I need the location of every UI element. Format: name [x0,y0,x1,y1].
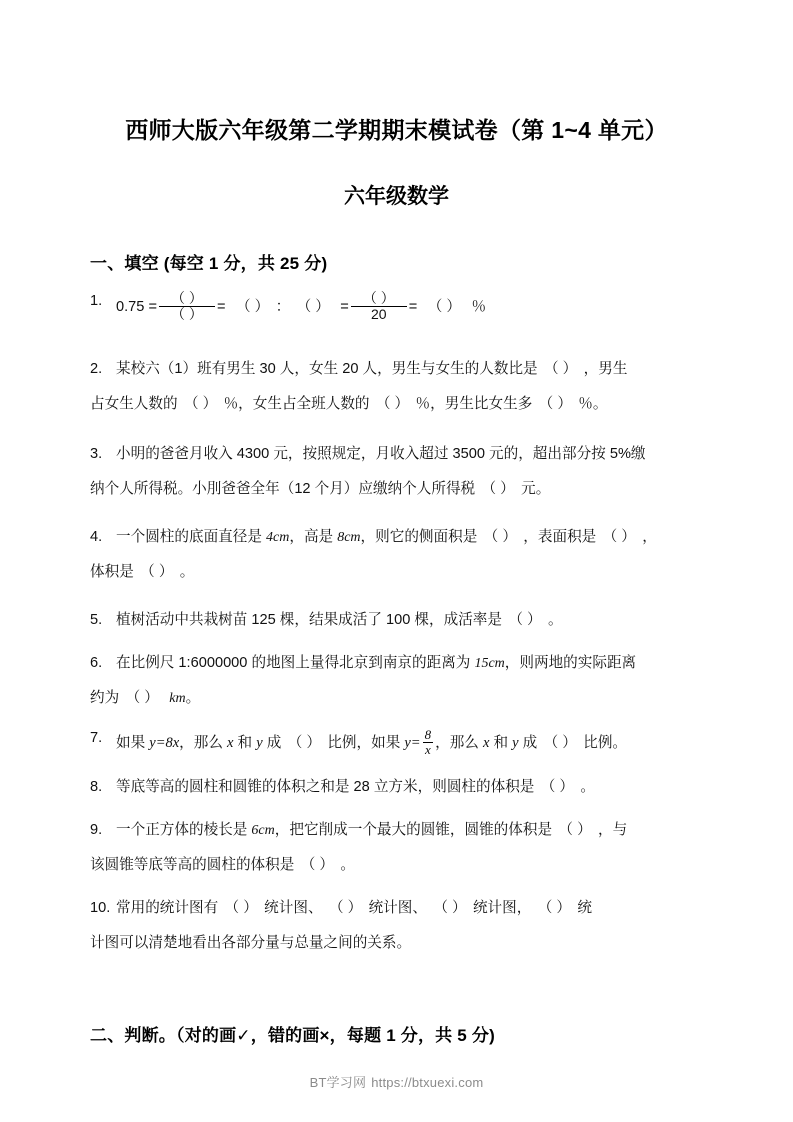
q7-text-1e: 比例，如果 [327,735,401,751]
question-6 [90,654,715,674]
question-2-line-2 [90,395,715,415]
q9-blank-2: （ ） [300,857,334,873]
q3-blank-1: （ ） [481,481,515,497]
q6-text-2a: 约为 [90,690,120,706]
q6-text-1b: ，则两地的实际距离 [504,655,637,671]
q4-text-1c: ，则它的侧面积是 [360,529,478,545]
q5-text-1a: 植树活动中共栽树苗 125 棵，结果成活了 100 棵，成活率是 [116,612,502,628]
q4-blank-1: （ ） [483,529,517,545]
q10-text-1b: 统计图、 [264,900,323,916]
fraction-denominator: x [424,741,431,757]
q9-text-1a: 一个正方体的棱长是 [116,822,248,838]
q2-text-2b: ％，女生占全班人数的 [223,396,370,412]
q8-blank-1: （ ） [540,779,575,795]
section-heading-fill-in-blank: 一、填空 (每空 1 分，共 25 分) [90,254,328,273]
question-10-line-2: 计图可以清楚地看出各部分量与总量之间的关系。 [90,935,412,951]
q2-text-2d: ％。 [578,396,608,412]
q10-blank-4: （ ） [537,900,571,916]
q7-expression-2-lead: y= [404,735,421,751]
fraction-blank-over-blank [159,291,215,321]
q4-text-1a: 一个圆柱的底面直径是 [116,529,262,545]
question-4-line-2 [90,563,715,583]
question-number: 2. [90,361,103,377]
question-7 [90,729,715,757]
question-3 [90,445,715,465]
q7-text-1c: 和 [237,735,253,751]
fraction-denominator: 20 [370,305,387,322]
fraction-numerator: 8 [424,727,432,742]
q9-blank-1: （ ） [558,822,592,838]
q6-blank-1: （ ） [125,690,159,706]
question-6-line-2 [90,689,715,709]
fraction-numerator: （ ） [351,291,407,307]
q7-blank-2: （ ） [543,735,577,751]
question-body [116,822,627,838]
q4-unit-diameter: 4cm [266,530,290,545]
q4-text-1e: ， [642,529,657,545]
q1-percent: ％ [471,299,487,316]
q6-text-2b: 。 [185,690,201,706]
footer-site-name: BT学习网 [309,1075,367,1090]
q2-text-1b: ，男生 [583,361,628,377]
q7-expression-1: y=8x [149,735,180,751]
q4-text-1d: ，表面积是 [523,529,597,545]
question-number: 6. [90,655,103,671]
q2-blank-2: （ ） [183,396,218,412]
q2-blank-4: （ ） [538,396,572,412]
q7-blank-1: （ ） [287,735,321,751]
fraction-blank-over-twenty [351,291,407,321]
question-8 [90,778,715,798]
q3-text-2b: 元。 [521,481,551,497]
q10-text-1e: 统 [577,900,592,916]
question-body [116,290,487,322]
q9-text-1b: ，把它削成一个最大的圆锥，圆锥的体积是 [274,822,553,838]
question-number: 4. [90,529,103,545]
fraction-numerator: （ ） [159,291,215,307]
q6-unit-map-distance: 15cm [474,656,505,671]
q10-blank-2: （ ） [328,900,363,916]
fraction-denominator: （ ） [171,305,203,322]
question-body: 小明的爸爸月收入 4300 元，按照规定，月收入超过 3500 元的，超出部分按 5%缴 [116,446,646,462]
q5-text-1b: 。 [547,612,563,628]
q1-lead: 0.75 = [116,299,157,316]
q1-ratio-colon: ： [275,299,291,316]
q7-var-y-1: y [256,735,263,751]
q7-text-1d: 成 [266,735,282,751]
question-body [116,779,595,795]
q7-text-1b: ，那么 [179,735,223,751]
q9-unit-edge: 6cm [251,823,275,838]
q7-text-1g: 和 [493,735,509,751]
question-3-line-2 [90,480,715,500]
question-number: 3. [90,446,103,462]
subject-title: 六年级数学 [344,185,449,208]
q7-var-x-1: x [227,735,234,751]
q6-unit-km: km [169,691,186,706]
q10-blank-1: （ ） [224,900,258,916]
page-title: 西师大版六年级第二学期期末模试卷（第 1~4 单元） [125,117,668,143]
q4-unit-height: 8cm [337,530,361,545]
q6-text-1a: 在比例尺 1:6000000 的地图上量得北京到南京的距离为 [116,655,471,671]
q4-text-1b: ，高是 [289,529,334,545]
q4-text-2b: 。 [179,564,195,580]
q9-text-2b: 。 [340,857,355,873]
q10-text-1d: 统计图， [472,900,532,916]
question-body [116,727,628,757]
footer-url: https://btxuexi.com [371,1075,484,1090]
question-9 [90,821,715,841]
q3-text-2a: 纳个人所得税。小刖爸爸全年（12 个月）应缴纳个人所得税 [90,481,476,497]
question-body [116,655,636,671]
q2-text-2c: ％，男生比女生多 [415,396,533,412]
footer-watermark [0,1072,793,1091]
question-number: 5. [90,612,103,628]
question-2 [90,360,715,380]
q1-blank-a: （ ） [235,299,270,316]
q9-text-2a: 该圆锥等底等高的圆柱的体积是 [90,857,295,873]
question-1 [90,292,715,322]
q10-text-1c: 统计图、 [368,900,427,916]
question-body [116,361,627,377]
q7-text-1h: 成 [522,735,538,751]
q1-blank-b: （ ） [296,299,330,316]
q7-var-x-2: x [482,735,490,751]
q7-text-1f: ，那么 [435,735,479,751]
q2-blank-1: （ ） [544,361,578,377]
q9-text-1c: ，与 [598,822,628,838]
q4-text-2a: 体积是 [90,564,134,580]
question-body [116,900,592,916]
q1-equals-1: = [216,299,226,316]
q1-equals-2: = [340,299,349,316]
q2-text-1a: 某校六（1）班有男生 30 人，女生 20 人，男生与女生的人数比是 [116,361,538,377]
question-number: 1. [90,293,103,309]
question-5 [90,611,715,631]
q7-text-1a: 如果 [116,735,146,751]
question-4 [90,528,715,548]
q2-text-2a: 占女生人数的 [90,396,178,412]
question-number: 10. [90,900,111,916]
question-9-line-2 [90,856,715,876]
question-number: 8. [90,779,103,795]
question-10 [90,899,715,919]
q1-blank-c: （ ） [427,299,461,316]
q7-var-y-2: y [512,735,519,751]
q10-text-1a: 常用的统计图有 [116,900,219,916]
q4-blank-3: （ ） [140,564,174,580]
q10-blank-3: （ ） [433,900,467,916]
q7-text-1i: 比例。 [583,735,628,751]
question-number: 9. [90,822,103,838]
section-heading-true-false: 二、判断。（对的画✓，错的画×，每题 1 分，共 5 分) [90,1026,495,1045]
q5-blank-1: （ ） [508,612,542,628]
q8-text-1b: 。 [580,779,595,795]
q1-equals-3: = [408,299,418,316]
q8-text-1a: 等底等高的圆柱和圆锥的体积之和是 28 立方米，则圆柱的体积是 [116,779,535,795]
q4-blank-2: （ ） [602,529,636,545]
fraction-eight-over-x [423,728,434,756]
question-body [116,529,657,545]
question-number: 7. [90,730,103,746]
question-body [116,612,563,628]
q2-blank-3: （ ） [375,396,410,412]
